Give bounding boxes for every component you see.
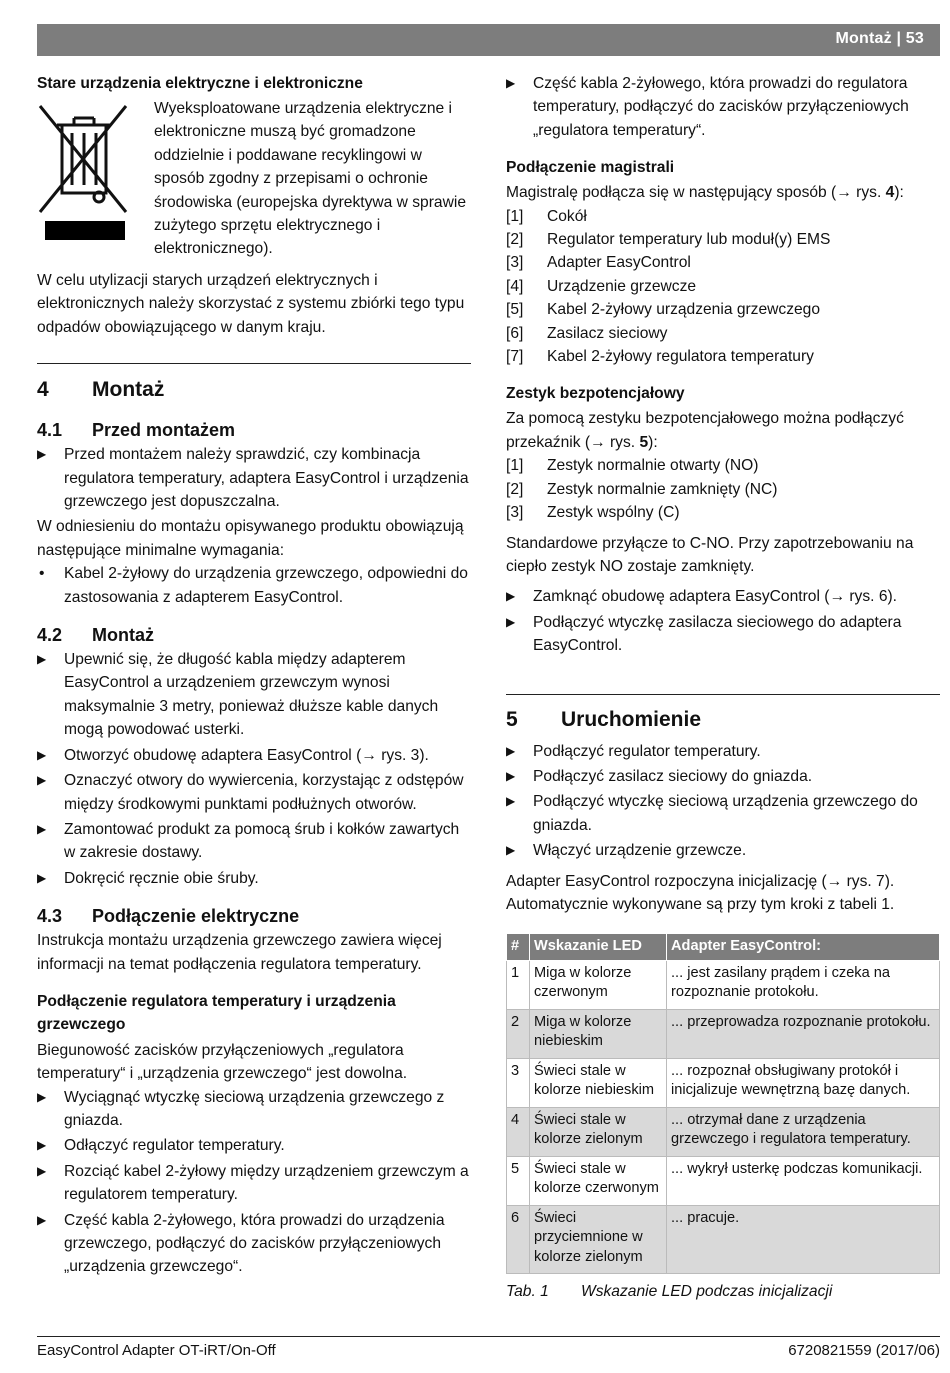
- bullet-text: Część kabla 2-żyłowego, która prowadzi do urządzenia grzewczego, podłączyć do zacisków przyłączeniowych „urządzenia grzewczego“.: [64, 1211, 445, 1276]
- legend-text: Zasilacz sieciowy: [547, 324, 668, 342]
- contact-intro-suffix: ):: [648, 433, 658, 451]
- bullet-item: [37, 1134, 471, 1157]
- waste-text: W celu utylizacji starych urządzeń elektrycznych i elektronicznych należy skorzystać z systemu zbiórki tego typu odpadów obowiązującego w danym kraju.: [37, 272, 465, 336]
- table-cell: ... otrzymał dane z urządzenia grzewczego i regulatora temperatury.: [667, 1107, 940, 1156]
- legend-text: Zestyk normalnie zamknięty (NC): [547, 480, 778, 498]
- bullet-arrow-icon: ▶: [506, 589, 516, 604]
- legend-text: Regulator temperatury lub moduł(y) EMS: [547, 231, 831, 249]
- section-5-heading: [506, 706, 940, 734]
- legend-item: [506, 251, 940, 274]
- footer-doc-number: 6720821559 (2017/06): [788, 1342, 940, 1359]
- right-column: [506, 72, 940, 1304]
- legend-number: [1]: [506, 457, 524, 475]
- bus-legend: [506, 205, 940, 369]
- section-number: 4.1: [37, 420, 63, 441]
- polarity-para: Biegunowość zacisków przyłączeniowych „regulatora temperatury“ i „urządzenia grzewczego“ jest dowolna.: [37, 1041, 408, 1083]
- contact-legend: [506, 454, 940, 524]
- table-cell: ... jest zasilany prądem i czeka na rozpoznanie protokołu.: [667, 960, 940, 1009]
- bullet-item: [37, 818, 471, 865]
- bullet-text: Otworzyć obudowę adaptera EasyControl (→ rys. 3).: [64, 746, 429, 764]
- bullet-text: Odłączyć regulator temperatury.: [64, 1137, 285, 1155]
- legend-item: [506, 345, 940, 368]
- table-cell: 1: [507, 960, 530, 1009]
- page-header: [37, 24, 940, 56]
- table-cell: Świeci stale w kolorze zielonym: [530, 1107, 667, 1156]
- bullet-text: Zamknąć obudowę adaptera EasyControl (→ rys. 6).: [533, 588, 898, 606]
- bullet-item: [506, 765, 940, 788]
- section-4-heading: [37, 376, 471, 404]
- legend-number: [6]: [506, 324, 524, 342]
- section-title: Uruchomienie: [561, 707, 702, 731]
- legend-item: [506, 205, 940, 228]
- table-header-row: [507, 934, 940, 961]
- left-column: [37, 72, 471, 1279]
- table-row: [507, 1205, 940, 1274]
- bullet-text: Wyciągnąć wtyczkę sieciową urządzenia grzewczego z gniazda.: [64, 1088, 445, 1129]
- bullet-item: [37, 648, 471, 742]
- bullet-arrow-icon: ▶: [506, 614, 516, 629]
- bullet-item: [506, 790, 940, 837]
- bullet-text: Podłączyć wtyczkę zasilacza sieciowego do adaptera EasyControl.: [533, 613, 902, 655]
- bullet-item: [37, 769, 471, 816]
- regulator-connection-heading: Podłączenie regulatora temperatury i urządzenia grzewczego: [37, 992, 396, 1034]
- legend-item: [506, 228, 940, 251]
- bullet-text: Oznaczyć otwory do wywiercenia, korzystając z odstępów między środkowymi punktami podłużnych otworów.: [64, 772, 464, 813]
- table-caption-label: Tab. 1: [506, 1283, 549, 1301]
- bullet-item: [37, 1209, 471, 1279]
- legend-item: [506, 275, 940, 298]
- table-cell: ... przeprowadza rozpoznanie protokołu.: [667, 1009, 940, 1058]
- legend-text: Zestyk wspólny (C): [547, 504, 680, 522]
- section-title: Montaż: [92, 378, 165, 402]
- bullet-item: [506, 72, 940, 142]
- bullet-text: Przed montażem należy sprawdzić, czy kombinacja regulatora temperatury, adaptera EasyControl i urządzenia grzewczego jest dopuszczalna.: [64, 446, 469, 511]
- bullet-arrow-icon: ▶: [37, 821, 47, 836]
- bullet-arrow-icon: ▶: [37, 1163, 47, 1178]
- dot-text: Kabel 2-żyłowy do urządzenia grzewczego, odpowiedni do zastosowania z adapterem EasyControl.: [64, 565, 468, 606]
- bullet-text: Część kabla 2-żyłowego, która prowadzi do regulatora temperatury, podłączyć do zacisków przyłączeniowych „regulatora temperatury“.: [533, 75, 909, 139]
- bullet-text: Podłączyć wtyczkę sieciową urządzenia grzewczego do gniazda.: [533, 793, 918, 834]
- table-caption: [506, 1280, 940, 1303]
- bullet-arrow-icon: ▶: [37, 447, 47, 462]
- table-header: Wskazanie LED: [530, 934, 667, 961]
- dot-icon: •: [39, 565, 45, 583]
- table-cell: 3: [507, 1058, 530, 1107]
- section-4-3-heading: [37, 903, 471, 929]
- section-number: 4.2: [37, 625, 63, 646]
- table-header: #: [507, 934, 530, 961]
- bullet-item: [37, 1086, 471, 1133]
- contact-para: Standardowe przyłącze to C-NO. Przy zapotrzebowaniu na ciepło zestyk NO zostaje zamknięty.: [506, 534, 914, 575]
- bullet-text: Podłączyć zasilacz sieciowy do gniazda.: [533, 767, 813, 785]
- section-title: Przed montażem: [92, 420, 236, 441]
- electrical-para: Instrukcja montażu urządzenia grzewczego zawiera więcej informacji na temat podłączenia regulatora temperatury.: [37, 932, 442, 973]
- waste-side-text: Wyeksploatowane urządzenia elektryczne i elektroniczne muszą być gromadzone oddzielnie i poddawane recyklingowi w sposób zgodny z przepisami o ochronie środowiska (europejska dyrektywa w sprawie zużytego sprzętu elektrycznego i elektronicznego).: [154, 100, 466, 258]
- bullet-arrow-icon: ▶: [37, 773, 47, 788]
- bullet-text: Włączyć urządzenie grzewcze.: [533, 842, 747, 860]
- section-4-1-heading: [37, 417, 471, 443]
- legend-text: Kabel 2-żyłowy urządzenia grzewczego: [547, 301, 821, 319]
- init-para: Adapter EasyControl rozpoczyna inicjalizację (→ rys. 7). Automatycznie wykonywane są przy tym kroki z tabeli 1.: [506, 872, 895, 913]
- legend-item: [506, 478, 940, 501]
- legend-text: Zestyk normalnie otwarty (NO): [547, 457, 759, 475]
- section-divider: [37, 363, 471, 364]
- bullet-item: [37, 744, 471, 767]
- table-cell: 6: [507, 1205, 530, 1274]
- contact-intro: [506, 407, 940, 454]
- legend-item: [506, 454, 940, 477]
- legend-number: [4]: [506, 277, 524, 295]
- table-cell: Świeci stale w kolorze niebieskim: [530, 1058, 667, 1107]
- bullet-arrow-icon: ▶: [37, 1138, 47, 1153]
- legend-text: Urządzenie grzewcze: [547, 277, 697, 295]
- dot-item: [37, 562, 471, 609]
- bus-heading: Podłączenie magistrali: [506, 159, 675, 177]
- section-number: 4: [37, 378, 49, 402]
- section-title: Montaż: [92, 625, 154, 646]
- bullet-item: [37, 867, 471, 890]
- weee-block: [37, 97, 471, 275]
- bullet-text: Dokręcić ręcznie obie śruby.: [64, 869, 259, 887]
- table-cell: ... rozpoznał obsługiwany protokół i inicjalizuje wewnętrzną bazę danych.: [667, 1058, 940, 1107]
- bullet-arrow-icon: ▶: [506, 843, 516, 858]
- legend-number: [7]: [506, 348, 524, 366]
- bullet-item: [37, 443, 471, 513]
- legend-item: [506, 501, 940, 524]
- legend-number: [2]: [506, 480, 524, 498]
- table-cell: Świeci przyciemnione w kolorze zielonym: [530, 1205, 667, 1274]
- table-row: [507, 1156, 940, 1205]
- bus-intro: [506, 181, 940, 204]
- legend-text: Adapter EasyControl: [547, 254, 691, 272]
- bullet-text: Podłączyć regulator temperatury.: [533, 742, 761, 760]
- legend-text: Kabel 2-żyłowy regulatora temperatury: [547, 348, 814, 366]
- footer-divider: [37, 1336, 940, 1337]
- bullet-arrow-icon: ▶: [506, 768, 516, 783]
- contact-heading: Zestyk bezpotencjałowy: [506, 385, 685, 403]
- table-cell: Miga w kolorze niebieskim: [530, 1009, 667, 1058]
- bullet-arrow-icon: ▶: [37, 1089, 47, 1104]
- table-cell: 4: [507, 1107, 530, 1156]
- bullet-text: Upewnić się, że długość kabla między adapterem EasyControl a urządzeniem grzewczym wynosi maksymalnie 3 metry, ponieważ dłuższe kable danych mogą powodować usterki.: [64, 651, 439, 739]
- bullet-arrow-icon: ▶: [37, 652, 47, 667]
- legend-number: [3]: [506, 254, 524, 272]
- figure-ref: 5: [639, 433, 649, 451]
- table-cell: Świeci stale w kolorze czerwonym: [530, 1156, 667, 1205]
- table-cell: ... pracuje.: [667, 1205, 940, 1274]
- bullet-arrow-icon: ▶: [506, 794, 516, 809]
- contact-intro-text: Za pomocą zestyku bezpotencjałowego można podłączyć przekaźnik (→ rys.: [506, 410, 904, 451]
- requirements-para: W odniesieniu do montażu opisywanego produktu obowiązują następujące minimalne wymagania:: [37, 518, 464, 559]
- section-divider: [506, 694, 940, 695]
- bus-intro-text: Magistralę podłącza się w następujący sposób (→ rys.: [506, 184, 886, 202]
- bullet-arrow-icon: ▶: [506, 76, 516, 90]
- section-number: 4.3: [37, 906, 63, 927]
- table-cell: Miga w kolorze czerwonym: [530, 960, 667, 1009]
- table-header: Adapter EasyControl:: [667, 934, 940, 961]
- table-row: [507, 1058, 940, 1107]
- bullet-item: [37, 1160, 471, 1207]
- legend-number: [5]: [506, 301, 524, 319]
- bullet-item: [506, 839, 940, 862]
- section-4-2-heading: [37, 622, 471, 648]
- table-caption-text: Wskazanie LED podczas inicjalizacji: [581, 1283, 833, 1301]
- legend-item: [506, 322, 940, 345]
- bus-intro-suffix: ):: [894, 184, 904, 202]
- figure-ref: 4: [885, 184, 895, 202]
- table-row: [507, 960, 940, 1009]
- footer-product: EasyControl Adapter OT-iRT/On-Off: [37, 1342, 276, 1359]
- bullet-arrow-icon: ▶: [37, 870, 47, 885]
- bullet-item: [506, 740, 940, 763]
- table-cell: ... wykrył usterkę podczas komunikacji.: [667, 1156, 940, 1205]
- table-row: [507, 1107, 940, 1156]
- bullet-item: [506, 585, 940, 608]
- table-cell: 5: [507, 1156, 530, 1205]
- bullet-item: [506, 611, 940, 658]
- led-table: [506, 933, 940, 1274]
- legend-item: [506, 298, 940, 321]
- legend-number: [2]: [506, 231, 524, 249]
- section-number: 5: [506, 707, 518, 731]
- bullet-arrow-icon: ▶: [506, 743, 516, 758]
- bullet-arrow-icon: ▶: [37, 747, 47, 762]
- bullet-arrow-icon: ▶: [37, 1212, 47, 1227]
- section-title: Podłączenie elektryczne: [92, 906, 300, 927]
- bullet-text: Rozciąć kabel 2-żyłowy między urządzeniem grzewczym a regulatorem temperatury.: [64, 1162, 469, 1204]
- legend-number: [3]: [506, 504, 524, 522]
- legend-number: [1]: [506, 207, 524, 225]
- crossed-bin-icon: [37, 103, 129, 243]
- table-row: [507, 1009, 940, 1058]
- page-header-title: Montaż | 53: [835, 30, 924, 47]
- legend-text: Cokół: [547, 207, 587, 225]
- waste-heading: Stare urządzenia elektryczne i elektroniczne: [37, 75, 363, 92]
- bullet-text: Zamontować produkt za pomocą śrub i kołków zawartych w zakresie dostawy.: [64, 820, 460, 862]
- table-cell: 2: [507, 1009, 530, 1058]
